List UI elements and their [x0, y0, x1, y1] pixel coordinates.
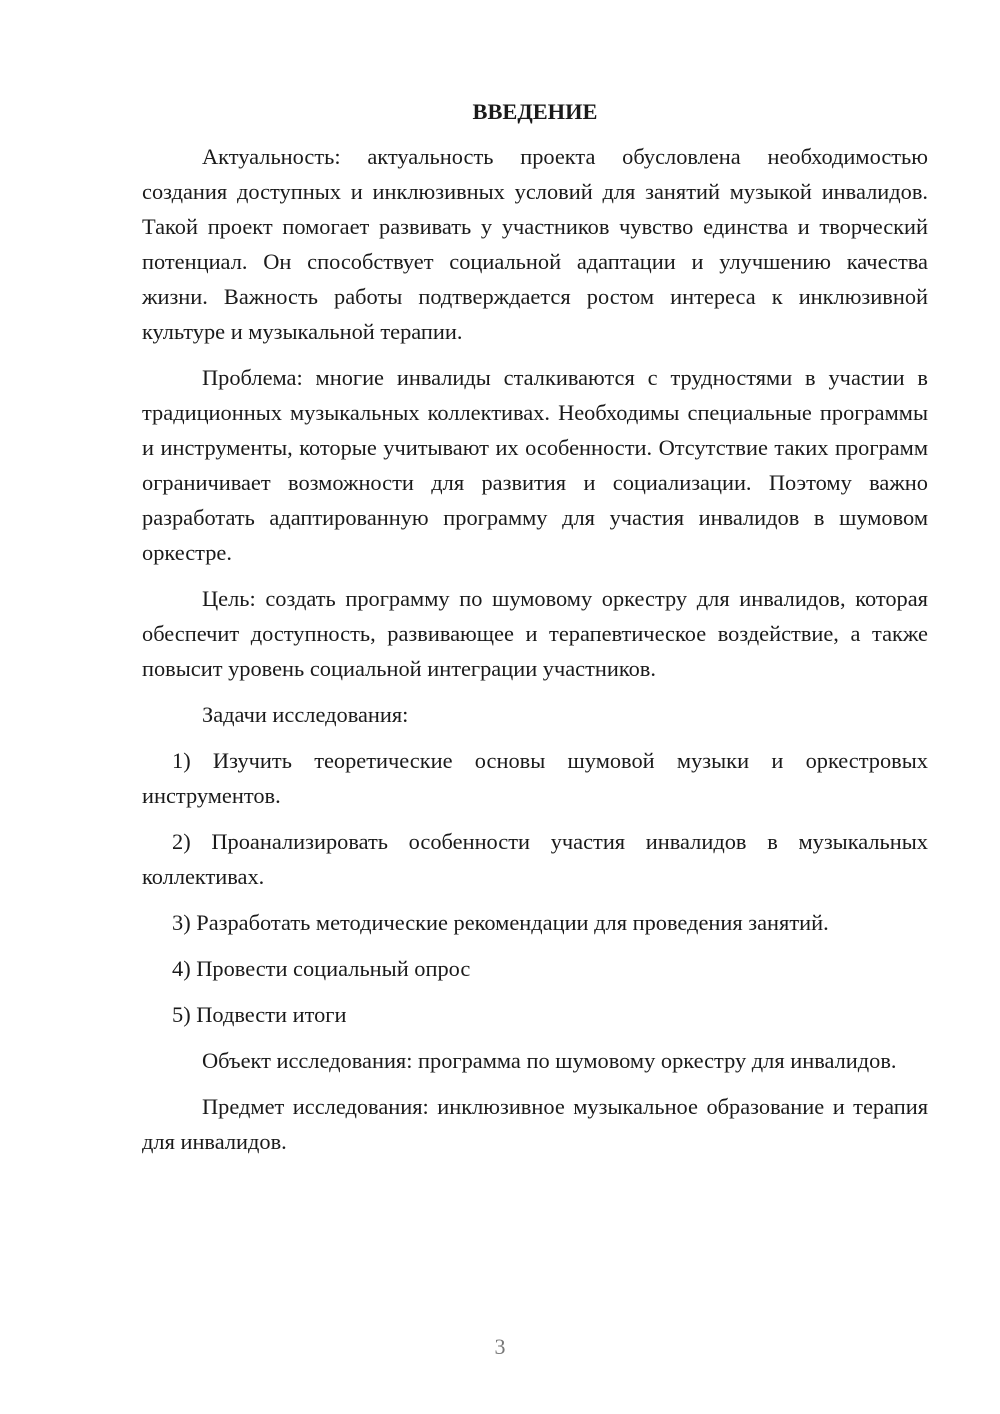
task-item-2: 2) Проанализировать особенности участия инвалидов в музыкальных коллективах. — [142, 829, 928, 889]
object-paragraph: Объект исследования: программа по шумовому оркестру для инвалидов. — [202, 1048, 897, 1073]
task-item-5: 5) Подвести итоги — [172, 1002, 347, 1027]
relevance-paragraph: Актуальность: актуальность проекта обусловлена необходимостью создания доступных и инклюзивных условий для занятий музыкой инвалидов. Такой проект помогает развивать у участников чувство единства и творческий потенциал. Он способствует социальной адаптации и улучшению качества жизни. Важность работы подтверждается ростом интереса к инклюзивной культуре и музыкальной терапии. — [142, 144, 928, 344]
problem-paragraph: Проблема: многие инвалиды сталкиваются с трудностями в участии в традиционных музыкальных коллективах. Необходимы специальные программы и инструменты, которые учитывают их особенности. Отсутствие таких программ ограничивает возможности для развития и социализации. Поэтому важно разработать адаптированную программу для участия инвалидов в шумовом оркестре. — [142, 365, 928, 565]
page-title: ВВЕДЕНИЕ — [472, 99, 598, 124]
goal-paragraph: Цель: создать программу по шумовому оркестру для инвалидов, которая обеспечит доступность, развивающее и терапевтическое воздействие, а также повысит уровень социальной интеграции участников. — [142, 586, 928, 681]
task-item-3: 3) Разработать методические рекомендации для проведения занятий. — [172, 910, 829, 935]
document-page — [142, 94, 928, 1170]
tasks-heading: Задачи исследования: — [202, 702, 409, 727]
task-item-1: 1) Изучить теоретические основы шумовой музыки и оркестровых инструментов. — [142, 748, 928, 808]
page-number: 3 — [494, 1334, 506, 1359]
task-item-4: 4) Провести социальный опрос — [172, 956, 471, 981]
subject-paragraph: Предмет исследования: инклюзивное музыкальное образование и терапия для инвалидов. — [142, 1094, 928, 1154]
